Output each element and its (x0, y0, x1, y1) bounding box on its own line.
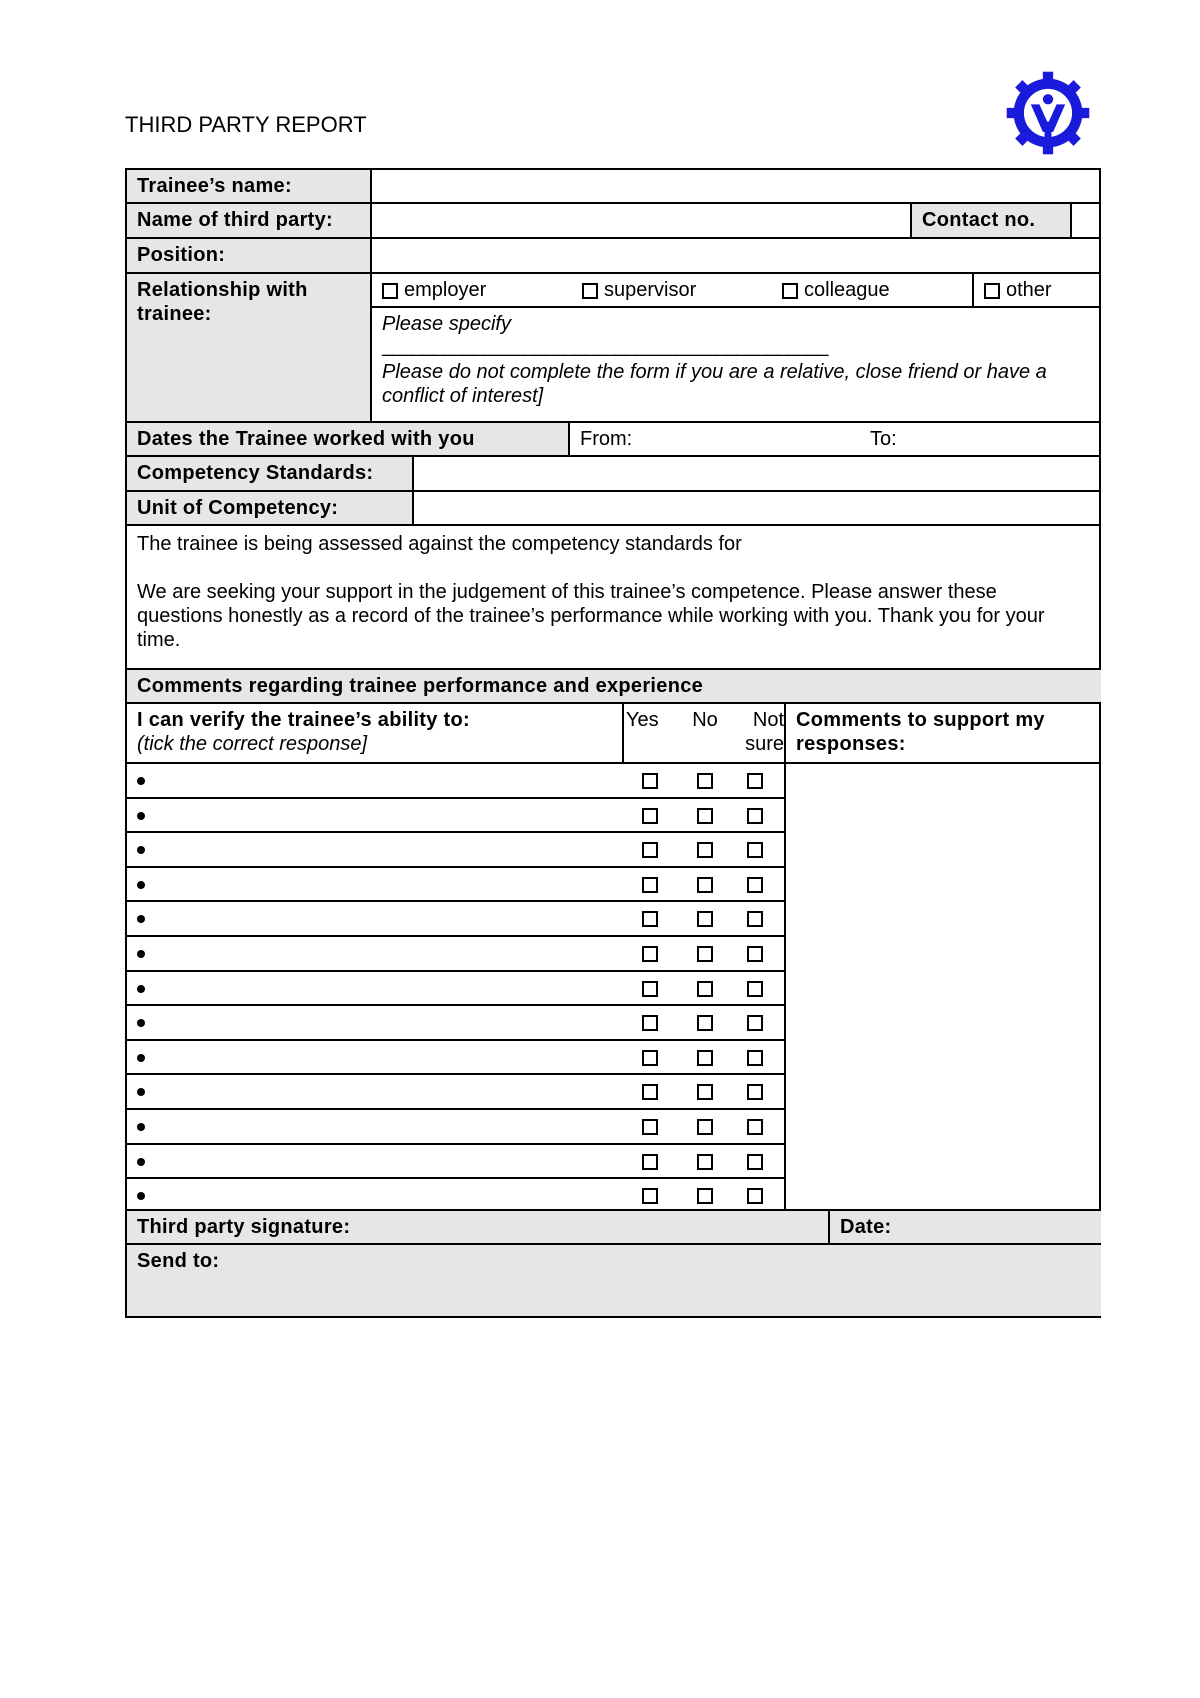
tick-note: (tick the correct response] (137, 733, 368, 755)
checkbox-no-icon[interactable] (697, 808, 713, 824)
ability-field[interactable] (151, 833, 621, 868)
checkbox-yes-icon[interactable] (642, 808, 658, 824)
checkbox-no-icon[interactable] (697, 1154, 713, 1170)
checkbox-no-icon[interactable] (697, 981, 713, 997)
bullet-icon (137, 1158, 145, 1166)
unit-of-competency-field[interactable] (414, 492, 1101, 526)
ability-field[interactable] (151, 937, 621, 972)
ability-field[interactable] (151, 1075, 621, 1110)
col-no: No (692, 709, 718, 731)
comments-field[interactable] (786, 764, 1101, 1209)
checkbox-not-sure-icon[interactable] (747, 911, 763, 927)
specify-line: ____________________________________________ (382, 335, 828, 357)
checkbox-not-sure-icon[interactable] (747, 1015, 763, 1031)
table-row (127, 1041, 784, 1076)
checkbox-yes-icon[interactable] (642, 946, 658, 962)
option-colleague[interactable]: colleague (772, 274, 972, 308)
checkbox-not-sure-icon[interactable] (747, 877, 763, 893)
bullet-icon (137, 985, 145, 993)
checkbox-no-icon[interactable] (697, 911, 713, 927)
checkbox-yes-icon[interactable] (642, 1084, 658, 1100)
table-row (127, 1006, 784, 1041)
checkbox-not-sure-icon[interactable] (747, 946, 763, 962)
checkbox-not-sure-icon[interactable] (747, 808, 763, 824)
page-title: THIRD PARTY REPORT (125, 112, 367, 137)
checkbox-other-icon[interactable] (984, 283, 1000, 299)
position-field[interactable] (372, 239, 1101, 274)
third-party-name-label: Name of third party: (127, 204, 370, 239)
table-row (127, 902, 784, 937)
third-party-name-field[interactable] (372, 204, 910, 239)
trainee-name-field[interactable] (372, 170, 1101, 204)
bullet-icon (137, 950, 145, 958)
bullet-icon (137, 1019, 145, 1027)
table-row (127, 868, 784, 903)
dates-worked-label: Dates the Trainee worked with you (127, 423, 568, 457)
bullet-icon (137, 1192, 145, 1200)
option-other[interactable]: other (974, 274, 1101, 308)
verify-header (127, 704, 622, 762)
checkbox-yes-icon[interactable] (642, 981, 658, 997)
checkbox-yes-icon[interactable] (642, 877, 658, 893)
checkbox-yes-icon[interactable] (642, 1050, 658, 1066)
warning-note: Please do not complete the form if you are a relative, close friend or have a conflict of interest] (382, 361, 1047, 407)
bullet-icon (137, 777, 145, 785)
ability-field[interactable] (151, 1006, 621, 1041)
table-row (127, 833, 784, 868)
checkbox-not-sure-icon[interactable] (747, 1084, 763, 1100)
ability-field[interactable] (151, 1041, 621, 1076)
third-party-form (125, 168, 1101, 1318)
checkbox-no-icon[interactable] (697, 773, 713, 789)
intro-paragraph-2: We are seeking your support in the judgement of this trainee’s competence. Please answer these questions honestly as a record of the trainee’s performance while working with you. Thank you for your time. (137, 581, 1045, 651)
relationship-label: Relationship with trainee: (127, 274, 370, 423)
checkbox-not-sure-icon[interactable] (747, 1119, 763, 1135)
bullet-icon (137, 1088, 145, 1096)
bullet-icon (137, 846, 145, 854)
ability-field[interactable] (151, 902, 621, 937)
checkbox-employer-icon[interactable] (382, 283, 398, 299)
table-row (127, 799, 784, 834)
checkbox-no-icon[interactable] (697, 1015, 713, 1031)
from-field[interactable]: From: (580, 428, 633, 450)
competency-standards-field[interactable] (414, 457, 1101, 492)
checkbox-yes-icon[interactable] (642, 1188, 658, 1204)
checkbox-not-sure-icon[interactable] (747, 1154, 763, 1170)
checkbox-no-icon[interactable] (697, 946, 713, 962)
intro-paragraph-1: The trainee is being assessed against the competency standards for (137, 533, 742, 555)
bullet-icon (137, 1123, 145, 1131)
bullet-icon (137, 1054, 145, 1062)
checkbox-yes-icon[interactable] (642, 842, 658, 858)
checkbox-not-sure-icon[interactable] (747, 1050, 763, 1066)
table-row (127, 764, 784, 799)
checkbox-colleague-icon[interactable] (782, 283, 798, 299)
unit-of-competency-label: Unit of Competency: (127, 492, 412, 526)
comments-header: Comments regarding trainee performance and experience (127, 670, 1101, 704)
signature-label[interactable]: Third party signature: (127, 1211, 828, 1245)
bullet-icon (137, 881, 145, 889)
checkbox-no-icon[interactable] (697, 877, 713, 893)
intro-text (127, 526, 1101, 668)
table-row (127, 937, 784, 972)
checkbox-no-icon[interactable] (697, 1050, 713, 1066)
please-specify-label: Please specify (382, 313, 511, 335)
checkbox-yes-icon[interactable] (642, 1119, 658, 1135)
contact-no-field[interactable] (1072, 204, 1101, 239)
checkbox-supervisor-icon[interactable] (582, 283, 598, 299)
checkbox-not-sure-icon[interactable] (747, 773, 763, 789)
position-label: Position: (127, 239, 370, 274)
checkbox-not-sure-icon[interactable] (747, 981, 763, 997)
tesda-gear-logo-icon (1005, 70, 1091, 156)
ability-field[interactable] (151, 1145, 621, 1180)
ability-field[interactable] (151, 972, 621, 1007)
to-field[interactable]: To: (870, 428, 897, 450)
send-to-label[interactable]: Send to: (127, 1245, 1101, 1316)
specify-area[interactable] (372, 308, 1101, 423)
checkbox-no-icon[interactable] (697, 1084, 713, 1100)
ability-field[interactable] (151, 799, 621, 834)
option-supervisor[interactable]: supervisor (572, 274, 772, 308)
ability-field[interactable] (151, 764, 621, 799)
checkbox-yes-icon[interactable] (642, 1154, 658, 1170)
competency-standards-label: Competency Standards: (127, 457, 412, 492)
trainee-name-label: Trainee’s name: (127, 170, 370, 204)
checkbox-yes-icon[interactable] (642, 911, 658, 927)
table-row (127, 1075, 784, 1110)
bullet-icon (137, 915, 145, 923)
ability-field[interactable] (151, 868, 621, 903)
verify-label: I can verify the trainee’s ability to: (137, 709, 470, 731)
checkbox-not-sure-icon[interactable] (747, 1188, 763, 1204)
checkbox-yes-icon[interactable] (642, 773, 658, 789)
comments-support-label: Comments to support my responses: (796, 709, 1045, 755)
bullet-icon (137, 812, 145, 820)
table-row (127, 1145, 784, 1180)
table-row (127, 1110, 784, 1145)
date-label[interactable]: Date: (830, 1211, 1101, 1245)
checkbox-no-icon[interactable] (697, 1188, 713, 1204)
checkbox-no-icon[interactable] (697, 1119, 713, 1135)
contact-no-label: Contact no. (912, 204, 1070, 239)
col-yes: Yes (626, 709, 659, 731)
col-not-sure: Not sure (745, 709, 784, 755)
checkbox-yes-icon[interactable] (642, 1015, 658, 1031)
checkbox-not-sure-icon[interactable] (747, 842, 763, 858)
option-employer[interactable]: employer (372, 274, 572, 308)
ability-field[interactable] (151, 1110, 621, 1145)
checkbox-no-icon[interactable] (697, 842, 713, 858)
table-row (127, 972, 784, 1007)
